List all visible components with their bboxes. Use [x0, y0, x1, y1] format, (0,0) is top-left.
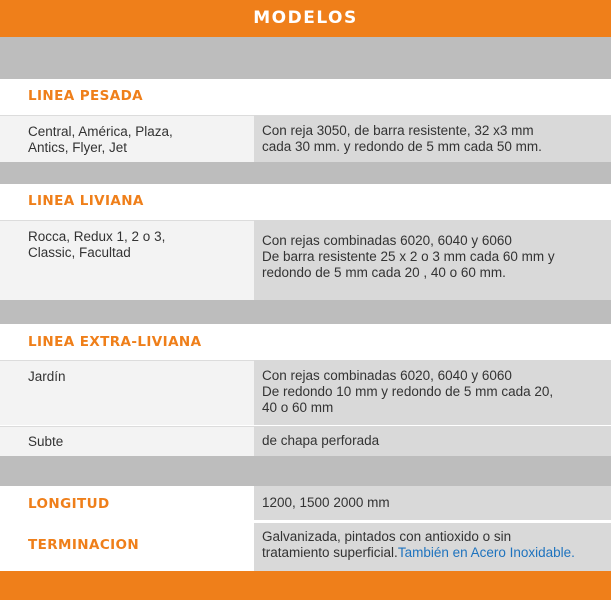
value-cell: [254, 523, 611, 571]
stainless-steel-note: También en Acero Inoxidable.: [397, 545, 575, 560]
models-text: Subte: [28, 434, 64, 449]
models-text: Rocca, Redux 1, 2 o 3, Classic, Facultad: [28, 229, 166, 260]
description-text: Con rejas combinadas 6020, 6040 y 6060 De redondo 10 mm y redondo de 5 mm cada 20, 40 o 60 mm: [262, 368, 554, 415]
description-text: de chapa perforada: [262, 433, 380, 448]
terminacion-label: TERMINACION: [28, 537, 140, 553]
description-text: Con rejas combinadas 6020, 6040 y 6060 De barra resistente 25 x 2 o 3 mm cada 60 mm y redondo de 5 mm cada 20 , 40 o 60 mm.: [262, 233, 555, 280]
longitud-value: 1200, 1500 2000 mm: [262, 495, 390, 510]
separator-band: [0, 456, 611, 486]
models-cell: [0, 360, 254, 425]
models-cell: [0, 115, 254, 162]
description-cell: [254, 360, 611, 425]
section-title: LINEA LIVIANA: [28, 193, 144, 209]
label-cell: [0, 486, 254, 520]
models-cell: [0, 220, 254, 300]
value-cell: [254, 486, 611, 520]
models-cell: [0, 426, 254, 456]
section-header-liviana: [0, 184, 611, 220]
description-cell: [254, 426, 611, 456]
section-title: LINEA EXTRA-LIVIANA: [28, 334, 202, 350]
terminacion-value: Galvanizada, pintados con antioxido o sin tratamiento superficial.: [262, 529, 512, 560]
longitud-row: [0, 486, 611, 520]
label-cell: [0, 523, 254, 571]
longitud-label: LONGITUD: [28, 496, 110, 512]
table-row: [0, 115, 611, 162]
separator-band: [0, 300, 611, 324]
description-cell: [254, 115, 611, 162]
page-title: MODELOS: [0, 0, 611, 37]
section-title: LINEA PESADA: [28, 88, 144, 104]
table-row: [0, 426, 611, 456]
terminacion-row: [0, 523, 611, 571]
table-row: [0, 360, 611, 425]
models-text: Central, América, Plaza, Antics, Flyer, Jet: [28, 124, 173, 155]
separator-band: [0, 37, 611, 79]
section-header-pesada: [0, 79, 611, 115]
footer-bar: [0, 571, 611, 600]
description-cell: [254, 220, 611, 300]
separator-band: [0, 162, 611, 184]
models-text: Jardín: [28, 369, 66, 384]
section-header-extra-liviana: [0, 324, 611, 360]
description-text: Con reja 3050, de barra resistente, 32 x3 mm cada 30 mm. y redondo de 5 mm cada 50 mm.: [262, 123, 542, 154]
terminacion-value-block: [262, 529, 611, 561]
table-row: [0, 220, 611, 300]
